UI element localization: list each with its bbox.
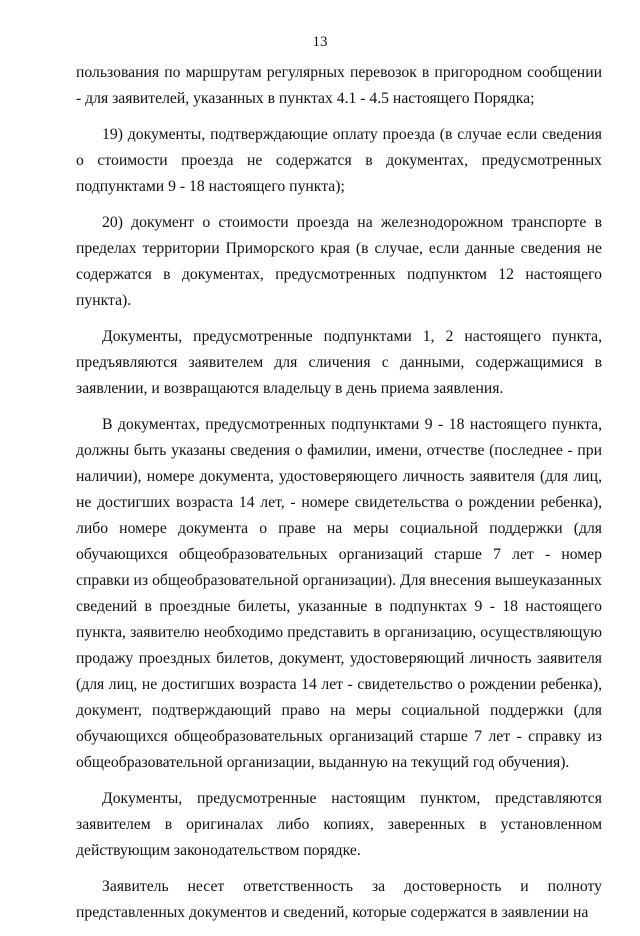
paragraph-item-20: 20) документ о стоимости проезда на железнодорожном транспорте в пределах территории Приморского края (в случае, если данные сведения не содержатся в документах, предусмотренных подпунктом 12 настоящего пункта). — [76, 214, 602, 309]
paragraph-item-19: 19) документы, подтверждающие оплату проезда (в случае если сведения о стоимости проезда не содержатся в документах, предусмотренных подпунктами 9 - 18 настоящего пункта); — [76, 126, 602, 195]
paragraph-continued: пользования по маршрутам регулярных перевозок в пригородном сообщении - для заявителей, указанных в пунктах 4.1 - 4.5 настоящего Порядка; — [76, 64, 602, 107]
paragraph-applicant-responsibility: Заявитель несет ответственность за достоверность и полноту представленных документов и сведений, которые содержатся в заявлении на — [76, 878, 602, 921]
page-number: 13 — [312, 34, 328, 50]
paragraph-documents-presented: Документы, предусмотренные подпунктами 1, 2 настоящего пункта, предъявляются заявителем для сличения с данными, содержащимися в заявлении, и возвращаются владельцу в день приема заявления. — [76, 328, 602, 397]
document-body — [76, 60, 602, 936]
paragraph-documents-info: В документах, предусмотренных подпунктами 9 - 18 настоящего пункта, должны быть указаны сведения о фамилии, имени, отчестве (последнее - при наличии), номере документа, удостоверяющего личность заявителя (для лиц, не достигших возраста 14 лет, - номере свидетельства о рождении ребенка), либо номере документа о праве на меры социальной поддержки (для обучающихся общеобразовательных организаций старше 7 лет - номер справки из общеобразовательной организации). Для внесения вышеуказанных сведений в проездные билеты, указанные в подпунктах 9 - 18 настоящего пункта, заявителю необходимо представить в организацию, осуществляющую продажу проездных билетов, документ, удостоверяющий личность заявителя (для лиц, не достигших возраста 14 лет - свидетельство о рождении ребенка), документ, подтверждающий право на меры социальной поддержки (для обучающихся общеобразовательных организаций старше 7 лет - справку из общеобразовательной организации, выданную на текущий год обучения). — [76, 416, 602, 771]
paragraph-originals-copies: Документы, предусмотренные настоящим пунктом, представляются заявителем в оригиналах либо копиях, заверенных в установленном действующим законодательством порядке. — [76, 790, 602, 859]
